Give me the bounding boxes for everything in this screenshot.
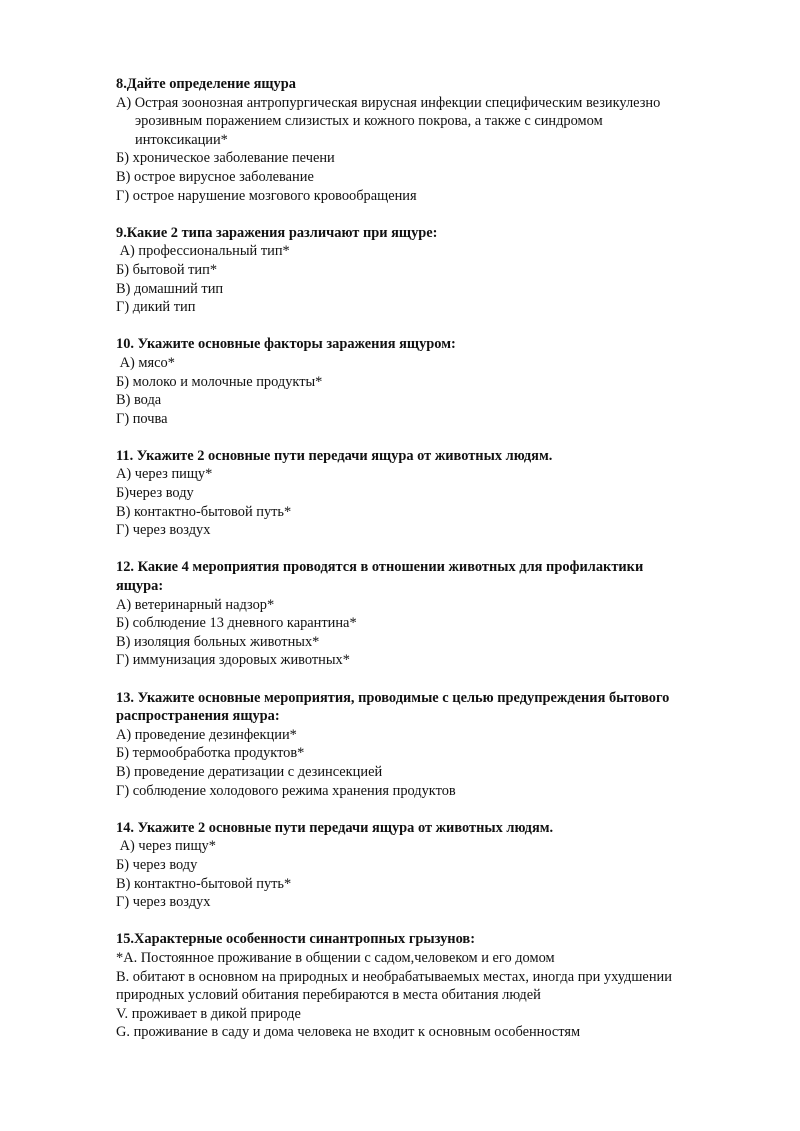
answer-option-a: А) проведение дезинфекции* [116, 726, 297, 743]
question-title: 11. Укажите 2 основные пути передачи ящура от животных людям. [116, 447, 553, 464]
answer-option-g: Г) почва [116, 410, 168, 427]
answer-option-a: А) ветеринарный надзор* [116, 596, 275, 613]
answer-option-b: Б) молоко и молочные продукты* [116, 373, 323, 390]
question-13 [116, 689, 756, 801]
document-page [116, 75, 756, 1060]
question-title: 15.Характерные особенности синантропных грызунов: [116, 931, 475, 948]
answer-option-b-line1: В. обитают в основном на природных и необрабатываемых местах, иногда при ухудшении [116, 968, 672, 985]
question-14 [116, 819, 756, 912]
question-title-line2: распространения ящура: [116, 708, 280, 725]
answer-option-a [116, 94, 756, 150]
answer-option-g: Г) через воздух [116, 522, 211, 539]
answer-option-v: В) домашний тип [116, 280, 224, 297]
answer-option-a: А) мясо* [116, 354, 175, 371]
answer-option-v: В) вода [116, 392, 162, 409]
question-15 [116, 930, 756, 1042]
answer-option-g: Г) острое нарушение мозгового кровообращения [116, 187, 417, 204]
answer-option-b: Б) термообработка продуктов* [116, 745, 305, 762]
question-title: 14. Укажите 2 основные пути передачи ящура от животных людям. [116, 819, 554, 836]
answer-option-g: Г) иммунизация здоровых животных* [116, 652, 350, 669]
question-11 [116, 447, 756, 540]
answer-option-b: Б) бытовой тип* [116, 261, 218, 278]
question-title-line1: 13. Укажите основные мероприятия, проводимые с целью предупреждения бытового [116, 689, 670, 706]
answer-option-g: G. проживание в саду и дома человека не входит к основным особенностям [116, 1024, 581, 1041]
question-9 [116, 224, 756, 317]
question-title-line1: 12. Какие 4 мероприятия проводятся в отношении животных для профилактики [116, 559, 644, 576]
answer-option-b: Б) соблюдение 13 дневного карантина* [116, 615, 357, 632]
question-title: 10. Укажите основные факторы заражения ящуром: [116, 336, 456, 353]
answer-option-v: В) изоляция больных животных* [116, 633, 320, 650]
answer-option-b-line2: природных условий обитания перебираются в места обитания людей [116, 987, 541, 1004]
answer-option-g: Г) соблюдение холодового режима хранения продуктов [116, 782, 456, 799]
answer-option-a: А) через пищу* [116, 466, 213, 483]
answer-option-b: Б)через воду [116, 485, 194, 502]
question-title: 8.Дайте определение ящура [116, 76, 296, 92]
answer-option-a: А) через пищу* [116, 838, 216, 855]
question-title-line2: ящура: [116, 578, 164, 595]
answer-option-a-line3: интоксикации* [135, 131, 228, 148]
answer-option-a: А) профессиональный тип* [116, 243, 290, 260]
answer-option-v: В) проведение дератизации с дезинсекцией [116, 763, 383, 780]
question-12 [116, 558, 756, 670]
answer-option-v: V. проживает в дикой природе [116, 1005, 301, 1022]
question-title: 9.Какие 2 типа заражения различают при ящуре: [116, 224, 438, 241]
answer-option-v: В) контактно-бытовой путь* [116, 503, 292, 520]
answer-option-b: Б) хроническое заболевание печени [116, 150, 335, 167]
answer-option-a-line1: А) Острая зоонозная антропургическая вирусная инфекции специфическим везикулезно [116, 94, 661, 111]
question-10 [116, 335, 756, 428]
question-8 [116, 75, 756, 205]
answer-option-a: *А. Постоянное проживание в общении с садом,человеком и его домом [116, 949, 555, 966]
answer-option-v: В) острое вирусное заболевание [116, 168, 314, 185]
answer-option-a-line2: эрозивным поражением слизистых и кожного покрова, а также с синдромом [135, 113, 603, 130]
answer-option-g: Г) дикий тип [116, 299, 196, 316]
answer-option-b: Б) через воду [116, 856, 198, 873]
answer-option-g: Г) через воздух [116, 894, 211, 911]
answer-option-v: В) контактно-бытовой путь* [116, 875, 292, 892]
